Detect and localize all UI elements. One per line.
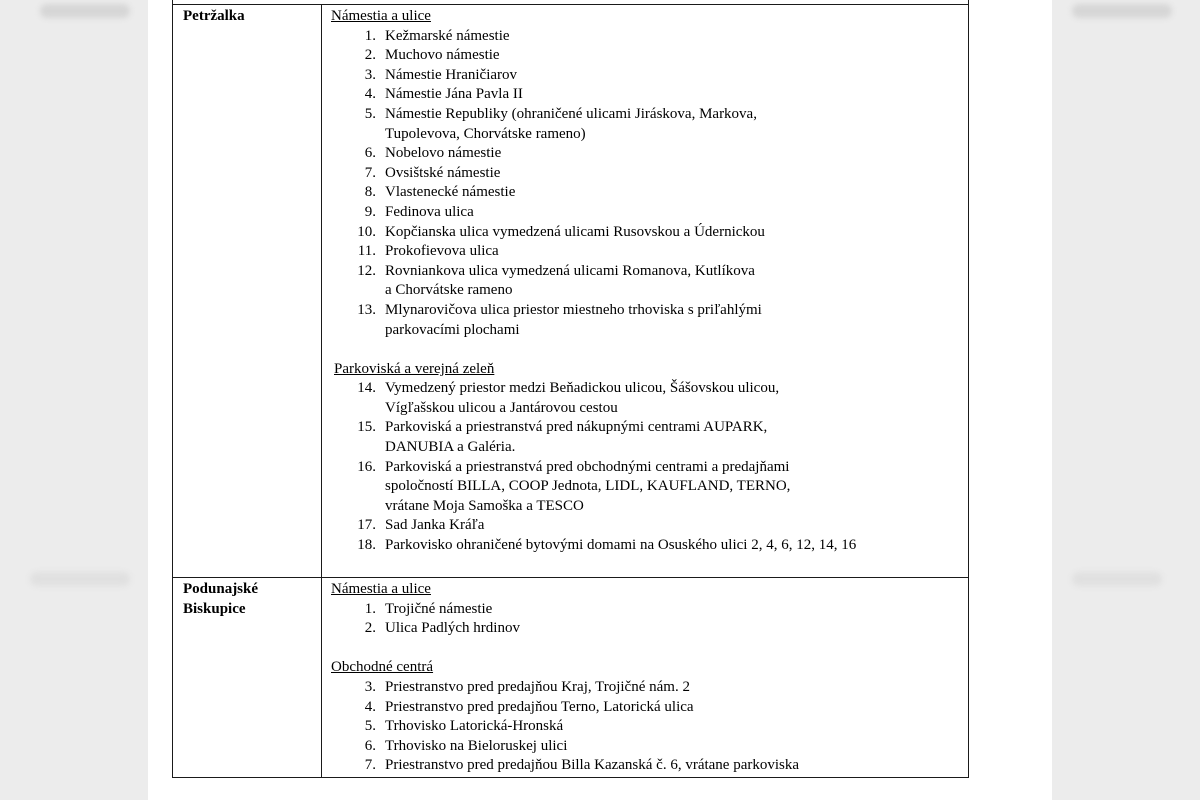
item-text: Priestranstvo pred predajňou Kraj, Trojičné nám. 2 [385, 678, 690, 695]
item-text: Ovsištské námestie [385, 164, 501, 181]
item-number: 5. [364, 718, 376, 735]
list-item [331, 46, 968, 66]
item-text: Sad Janka Kráľa [385, 517, 485, 534]
item-text: Vlastenecké námestie [385, 184, 516, 201]
section-heading: Parkoviská a verejná zeleň [334, 360, 495, 377]
item-text: Muchovo námestie [385, 47, 500, 64]
list-item [331, 619, 968, 639]
section-heading: Námestia a ulice [331, 581, 431, 597]
list-item [331, 717, 968, 737]
item-text: Priestranstvo pred predajňou Billa Kazanská č. 6, vrátane parkoviska [385, 757, 800, 774]
location-list [331, 678, 968, 776]
item-number: 3. [364, 678, 376, 695]
district-name: Podunajské Biskupice [173, 578, 322, 778]
item-number: 2. [364, 47, 376, 64]
list-item [331, 27, 968, 47]
item-number: 8. [364, 184, 376, 201]
list-item [331, 379, 968, 418]
item-number: 11. [357, 243, 376, 260]
list-item [331, 516, 968, 536]
list-item [331, 183, 968, 203]
list-item [331, 85, 968, 105]
item-number: 12. [357, 262, 376, 279]
list-item [331, 600, 968, 620]
places-cell [322, 5, 969, 578]
list-item [331, 144, 968, 164]
item-number: 4. [364, 86, 376, 103]
location-list [331, 379, 968, 555]
item-number: 3. [364, 66, 376, 83]
item-text: Ulica Padlých hrdinov [385, 620, 520, 637]
section-heading: Obchodné centrá [331, 659, 434, 676]
section-spacer [331, 639, 968, 659]
table-row [173, 578, 969, 778]
item-text: Nobelovo námestie [385, 145, 502, 162]
item-text: Parkoviská a priestranstvá pred nákupnými centrami AUPARK, DANUBIA a Galéria. [385, 419, 768, 456]
item-text: Parkovisko ohraničené bytovými domami na Osuského ulici 2, 4, 6, 12, 14, 16 [385, 537, 857, 554]
list-item [331, 242, 968, 262]
item-text: Vymedzený priestor medzi Beňadickou ulicou, Šášovskou ulicou, Vígľašskou ulicou a Jantárovou cestou [385, 380, 780, 416]
item-number: 6. [364, 737, 376, 754]
item-number: 5. [364, 105, 376, 122]
list-item [331, 164, 968, 184]
item-text: Fedinova ulica [385, 203, 474, 220]
location-list [331, 27, 968, 341]
item-text: Parkoviská a priestranstvá pred obchodnými centrami a predajňami spoločností BILLA, COOP Jednota, LIDL, KAUFLAND, TERNO, vrátane Moja Samoška a TESCO [385, 458, 791, 514]
blurred-text [1072, 4, 1172, 18]
list-item [331, 536, 968, 556]
locations-table [172, 4, 969, 778]
item-text: Priestranstvo pred predajňou Terno, Latorická ulica [385, 698, 694, 715]
item-text: Rovniankova ulica vymedzená ulicami Romanova, Kutlíkova a Chorvátske rameno [385, 262, 755, 299]
places-cell [322, 578, 969, 778]
item-number: 7. [364, 757, 376, 774]
list-item [331, 737, 968, 757]
blurred-text [1072, 572, 1162, 586]
item-number: 15. [357, 419, 376, 436]
item-text: Trhovisko Latorická-Hronská [385, 718, 564, 735]
item-text: Prokofievova ulica [385, 243, 499, 260]
blurred-text [30, 572, 130, 586]
item-number: 13. [357, 301, 376, 318]
list-item [331, 458, 968, 517]
item-text: Mlynarovičova ulica priestor miestneho trhoviska s priľahlými parkovacími plochami [385, 301, 762, 338]
item-text: Trojičné námestie [385, 600, 493, 617]
item-text: Kopčianska ulica vymedzená ulicami Rusovskou a Údernickou [385, 223, 765, 240]
item-number: 14. [357, 380, 376, 397]
list-item [331, 262, 968, 301]
item-text: Námestie Jána Pavla II [385, 86, 523, 103]
table-row [173, 5, 969, 578]
item-number: 7. [364, 164, 376, 181]
document-page [148, 0, 1052, 800]
item-text: Námestie Hraničiarov [385, 66, 518, 83]
list-item [331, 105, 968, 144]
item-number: 9. [364, 203, 376, 220]
item-number: 18. [357, 537, 376, 554]
list-item [331, 698, 968, 718]
list-item [331, 301, 968, 340]
item-number: 2. [364, 620, 376, 637]
location-list [331, 600, 968, 639]
district-name: Petržalka [173, 5, 322, 578]
list-item [331, 756, 968, 776]
section-spacer [331, 340, 968, 360]
item-number: 16. [357, 458, 376, 475]
list-item [331, 223, 968, 243]
item-number: 1. [364, 27, 376, 44]
list-item [331, 66, 968, 86]
previous-page-edge [0, 0, 148, 800]
item-number: 4. [364, 698, 376, 715]
section-heading: Námestia a ulice [331, 8, 431, 24]
item-number: 6. [364, 145, 376, 162]
list-item [331, 203, 968, 223]
list-item [331, 418, 968, 457]
item-text: Námestie Republiky (ohraničené ulicami Jiráskova, Markova, Tupolevova, Chorvátske rameno) [385, 105, 757, 142]
item-text: Trhovisko na Bieloruskej ulici [385, 737, 568, 754]
item-number: 1. [364, 600, 376, 617]
list-item [331, 678, 968, 698]
item-number: 17. [357, 517, 376, 534]
next-page-edge [1052, 0, 1200, 800]
item-text: Kežmarské námestie [385, 27, 510, 44]
blurred-text [40, 4, 130, 18]
item-number: 10. [357, 223, 376, 240]
